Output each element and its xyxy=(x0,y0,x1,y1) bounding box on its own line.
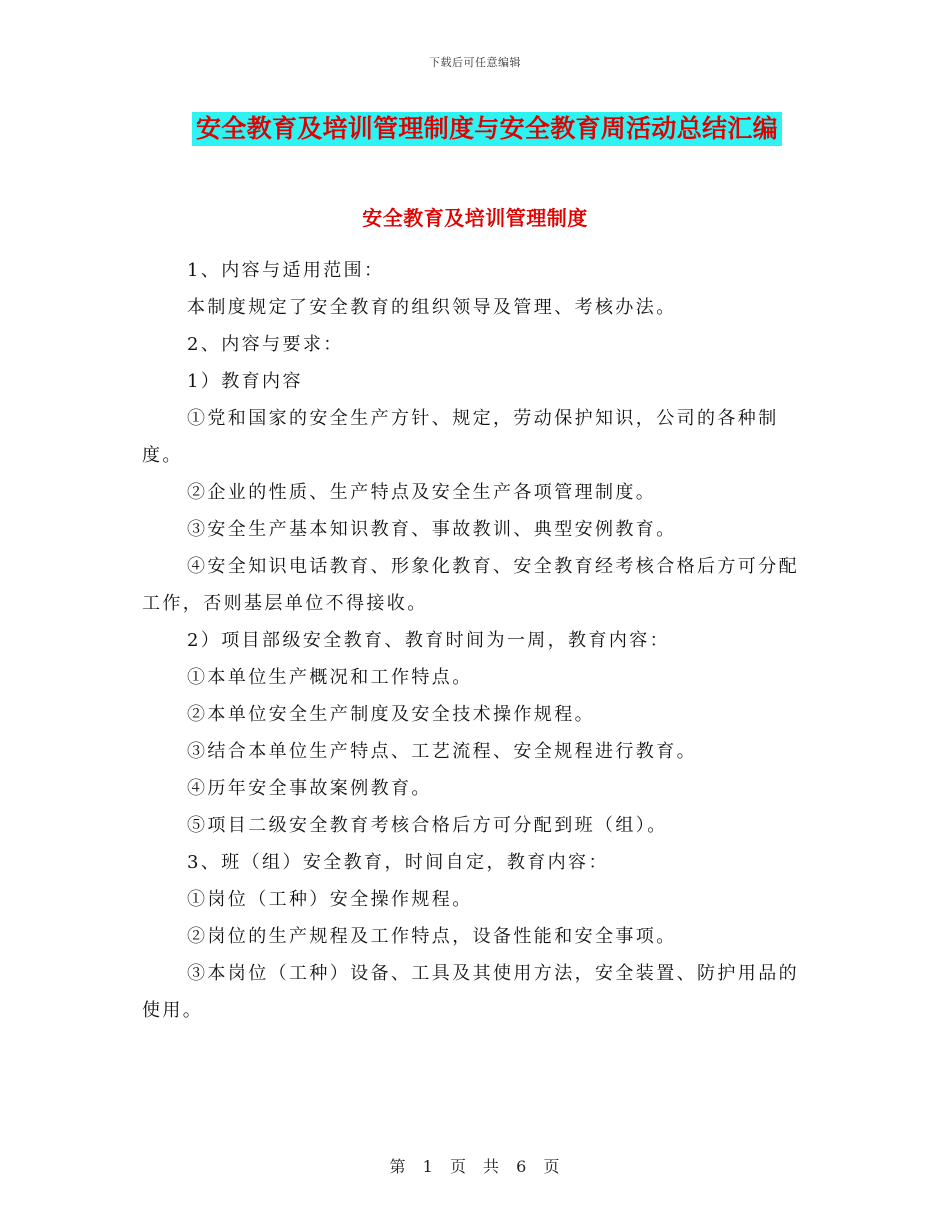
paragraph: ③安全生产基本知识教育、事故教训、典型安例教育。 xyxy=(187,519,677,540)
body-text xyxy=(142,252,804,1029)
paragraph: 2）项目部级安全教育、教育时间为一周，教育内容： xyxy=(187,630,671,651)
paragraph: 3、班（组）安全教育，时间自定，教育内容： xyxy=(187,852,609,873)
footer-current-page: 1 xyxy=(422,1157,434,1176)
page-footer xyxy=(0,1154,950,1177)
section-title: 安全教育及培训管理制度 xyxy=(362,206,588,230)
paragraph: ①党和国家的安全生产方针、规定，劳动保护知识，公司的各种制度。 xyxy=(142,408,779,466)
paragraph: ③本岗位（工种）设备、工具及其使用方法，安全装置、防护用品的使用。 xyxy=(142,963,799,1021)
footer-total-unit: 页 xyxy=(543,1157,561,1176)
footer-total-word: 共 xyxy=(483,1157,501,1176)
paragraph: ②本单位安全生产制度及安全技术操作规程。 xyxy=(187,704,595,725)
paragraph: 本制度规定了安全教育的组织领导及管理、考核办法。 xyxy=(187,297,677,318)
document-title: 安全教育及培训管理制度与安全教育周活动总结汇编 xyxy=(192,112,782,146)
paragraph: ②岗位的生产规程及工作特点，设备性能和安全事项。 xyxy=(187,926,677,947)
paragraph: ②企业的性质、生产特点及安全生产各项管理制度。 xyxy=(187,482,657,503)
paragraph: 1）教育内容 xyxy=(187,371,303,392)
footer-page-unit: 页 xyxy=(449,1157,467,1176)
paragraph: ③结合本单位生产特点、工艺流程、安全规程进行教育。 xyxy=(187,741,697,762)
paragraph: ①岗位（工种）安全操作规程。 xyxy=(187,889,473,910)
footer-total-pages: 6 xyxy=(516,1157,528,1176)
paragraph: ①本单位生产概况和工作特点。 xyxy=(187,667,473,688)
paragraph: ④安全知识电话教育、形象化教育、安全教育经考核合格后方可分配工作，否则基层单位不得接收。 xyxy=(142,556,799,614)
document-title-container xyxy=(192,112,804,146)
header-note: 下载后可任意编辑 xyxy=(429,56,521,69)
paragraph: ④历年安全事故案例教育。 xyxy=(187,778,432,799)
paragraph: 2、内容与要求： xyxy=(187,334,344,355)
paragraph: 1、内容与适用范围： xyxy=(187,260,385,281)
footer-page-word: 第 xyxy=(389,1157,407,1176)
paragraph: ⑤项目二级安全教育考核合格后方可分配到班（组）。 xyxy=(187,815,668,836)
